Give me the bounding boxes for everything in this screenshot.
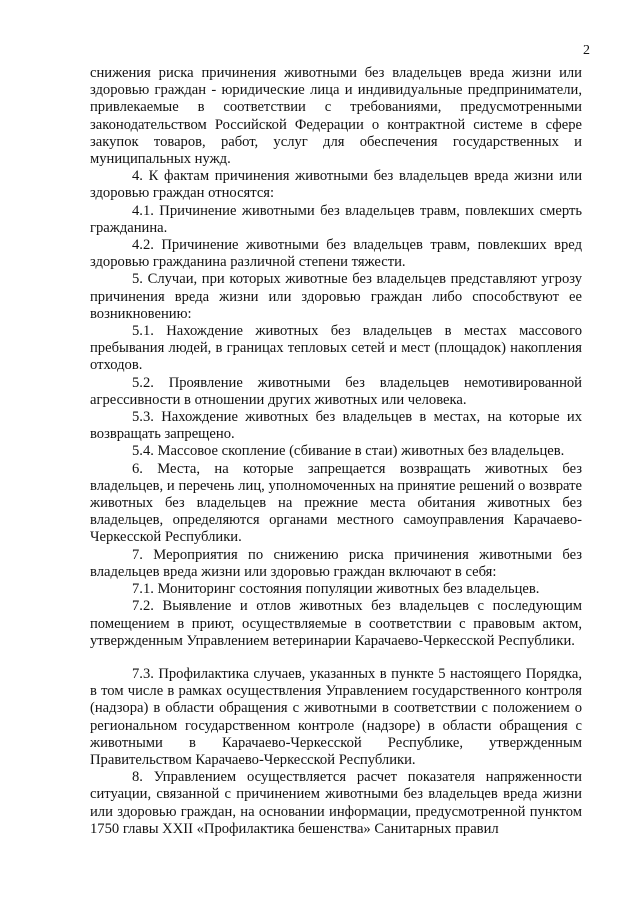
paragraph-7-1: 7.1. Мониторинг состояния популяции животных без владельцев. <box>132 581 540 598</box>
paragraph-8: 8. Управлением осуществляется расчет показателя напряженности ситуации, связанной с причинением животными без владельцев вреда жизни или здоровью граждан, на основании информации, предусмотренной пунктом 1750 главы XXII «Профилактика бешенства» Санитарных правил <box>90 769 582 837</box>
paragraph-7-3: 7.3. Профилактика случаев, указанных в пункте 5 настоящего Порядка, в том числе в рамках осуществления Управлением государственного контроля (надзора) в области обращения с животными в соответствии с положением о региональном государственном контроле (надзоре) в области обращения с животными в Карачаево-Черкесской Республике, утвержденным Правительством Карачаево-Черкесской Республики. <box>90 665 582 768</box>
paragraph-4-2: 4.2. Причинение животными без владельцев травм, повлекших вред здоровью гражданина различной степени тяжести. <box>90 237 582 271</box>
paragraph-5-1: 5.1. Нахождение животных без владельцев в местах массового пребывания людей, в границах тепловых сетей и мест (площадок) накопления отходов. <box>90 323 582 374</box>
paragraph-5-3: 5.3. Нахождение животных без владельцев в местах, на которые их возвращать запрещено. <box>90 409 582 443</box>
paragraph-7-2: 7.2. Выявление и отлов животных без владельцев с последующим помещением в приют, осуществляемые в соответствии с правовым актом, утвержденным Управлением ветеринарии Карачаево-Черкесской Республики. <box>90 598 582 649</box>
paragraph-5-4: 5.4. Массовое скопление (сбивание в стаи) животных без владельцев. <box>132 443 565 460</box>
paragraph-4-1: 4.1. Причинение животными без владельцев травм, повлекших смерть гражданина. <box>90 202 582 236</box>
paragraph-5: 5. Случаи, при которых животные без владельцев представляют угрозу причинения вреда жизни или здоровью граждан либо способствуют ее возникновению: <box>90 271 582 322</box>
paragraph-4: 4. К фактам причинения животными без владельцев вреда жизни или здоровью граждан относятся: <box>90 168 582 202</box>
paragraph-6: 6. Места, на которые запрещается возвращать животных без владельцев, и перечень лиц, уполномоченных на принятие решений о возврате животных без владельцев на прежние места обитания животных без владельцев, определяются органами местного самоуправления Карачаево-Черкесской Республики. <box>90 460 582 546</box>
paragraph-intro-continuation: снижения риска причинения животными без владельцев вреда жизни или здоровью граждан - юридические лица и индивидуальные предприниматели, привлекаемые в соответствии с требованиями, предусмотренными законодательством Российской Федерации о контрактной системе в сфере закупок товаров, работ, услуг для обеспечения государственных и муниципальных нужд. <box>90 65 582 168</box>
page-number: 2 <box>583 43 590 58</box>
paragraph-7: 7. Мероприятия по снижению риска причинения животными без владельцев вреда жизни или здоровью граждан включают в себя: <box>90 546 582 580</box>
paragraph-5-2: 5.2. Проявление животными без владельцев немотивированной агрессивности в отношении других животных или человека. <box>90 374 582 408</box>
document-body <box>90 65 582 838</box>
